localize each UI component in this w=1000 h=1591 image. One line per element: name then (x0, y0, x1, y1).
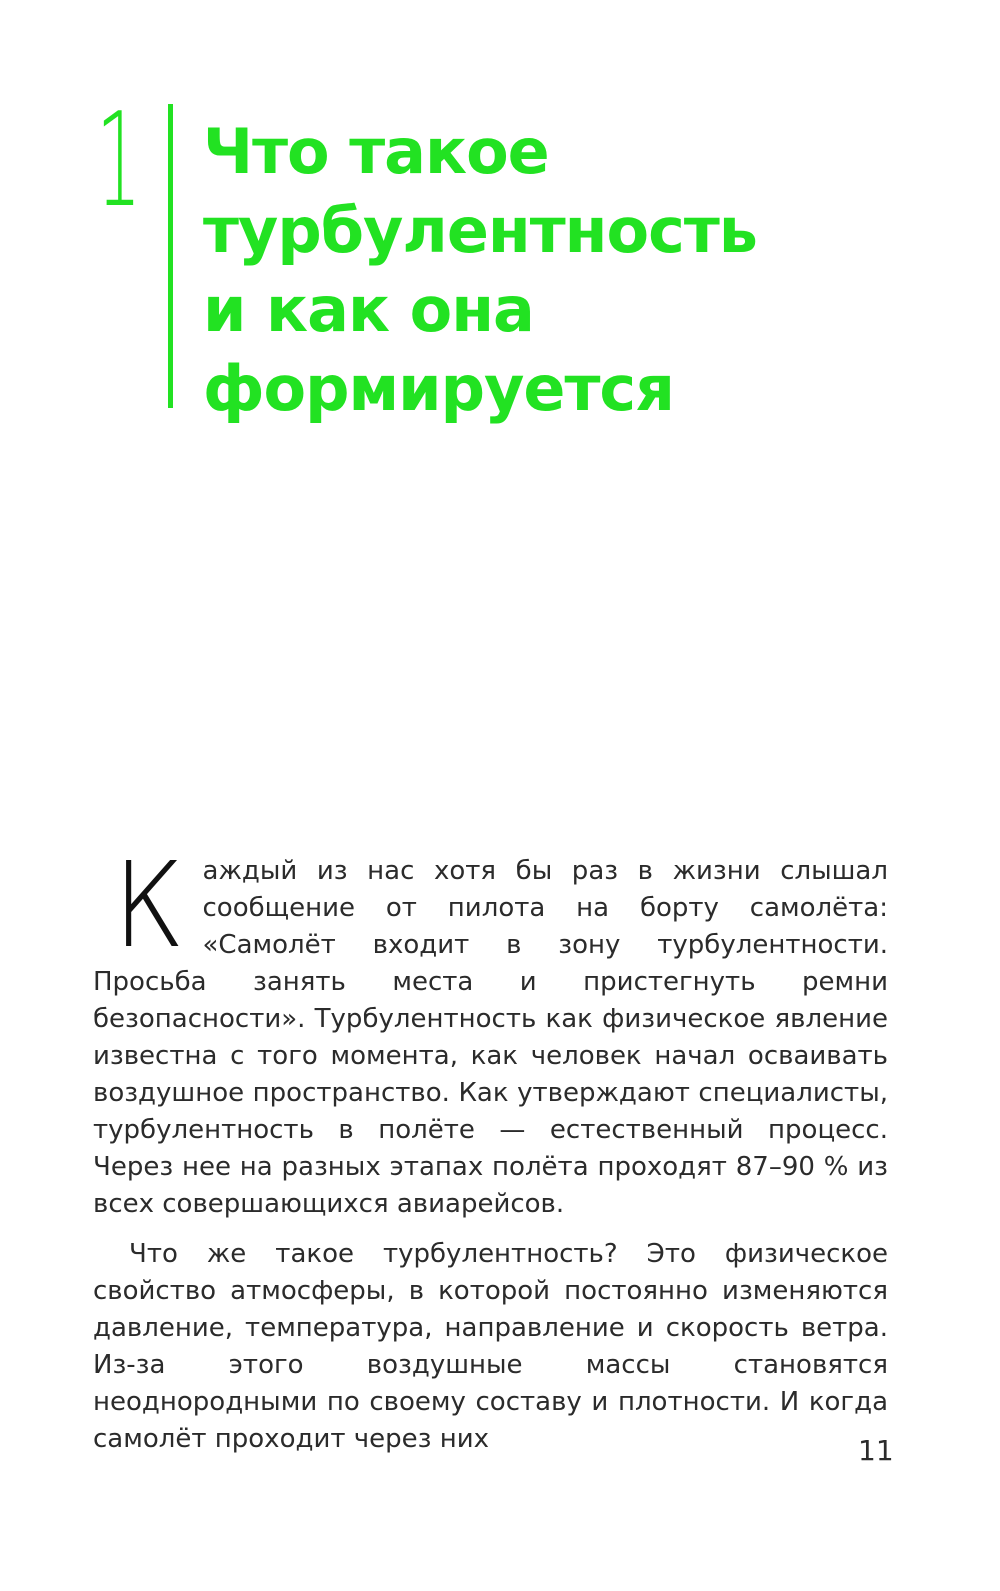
chapter-title-line: формируется (203, 352, 674, 425)
paragraph-text: аждый из нас хотя бы раз в жизни слышал сообщение от пилота на борту самолёта: «Самолёт входит в зону турбулентности. Просьба занять места и пристегнуть ремни безопасности». Турбулентность как физическое явление известна с того момента, как человек начал осваивать воздушное пространство. Как утверждают специалисты, турбулентность в полёте — естественный процесс. Через нее на разных этапах полёта проходят 87–90 % из всех совершающихся авиарейсов. (93, 856, 888, 1219)
body-text (93, 836, 888, 1458)
paragraph (93, 836, 888, 1223)
chapter-title-line: Что такое (203, 115, 549, 188)
chapter-number: 1 (96, 84, 142, 236)
paragraph: Что же такое турбулентность? Это физическое свойство атмосферы, в которой постоянно изменяются давление, температура, направление и скорость ветра. Из-за этого воздушные массы становятся неоднородными по своему составу и плотности. И когда самолёт проходит через них (93, 1239, 888, 1454)
chapter-divider (168, 104, 173, 408)
drop-cap: К (113, 836, 185, 974)
chapter-title (203, 112, 903, 428)
chapter-title-line: турбулентность (203, 194, 757, 267)
chapter-title-line: и как она (203, 273, 534, 346)
page-number: 11 (858, 1434, 894, 1467)
